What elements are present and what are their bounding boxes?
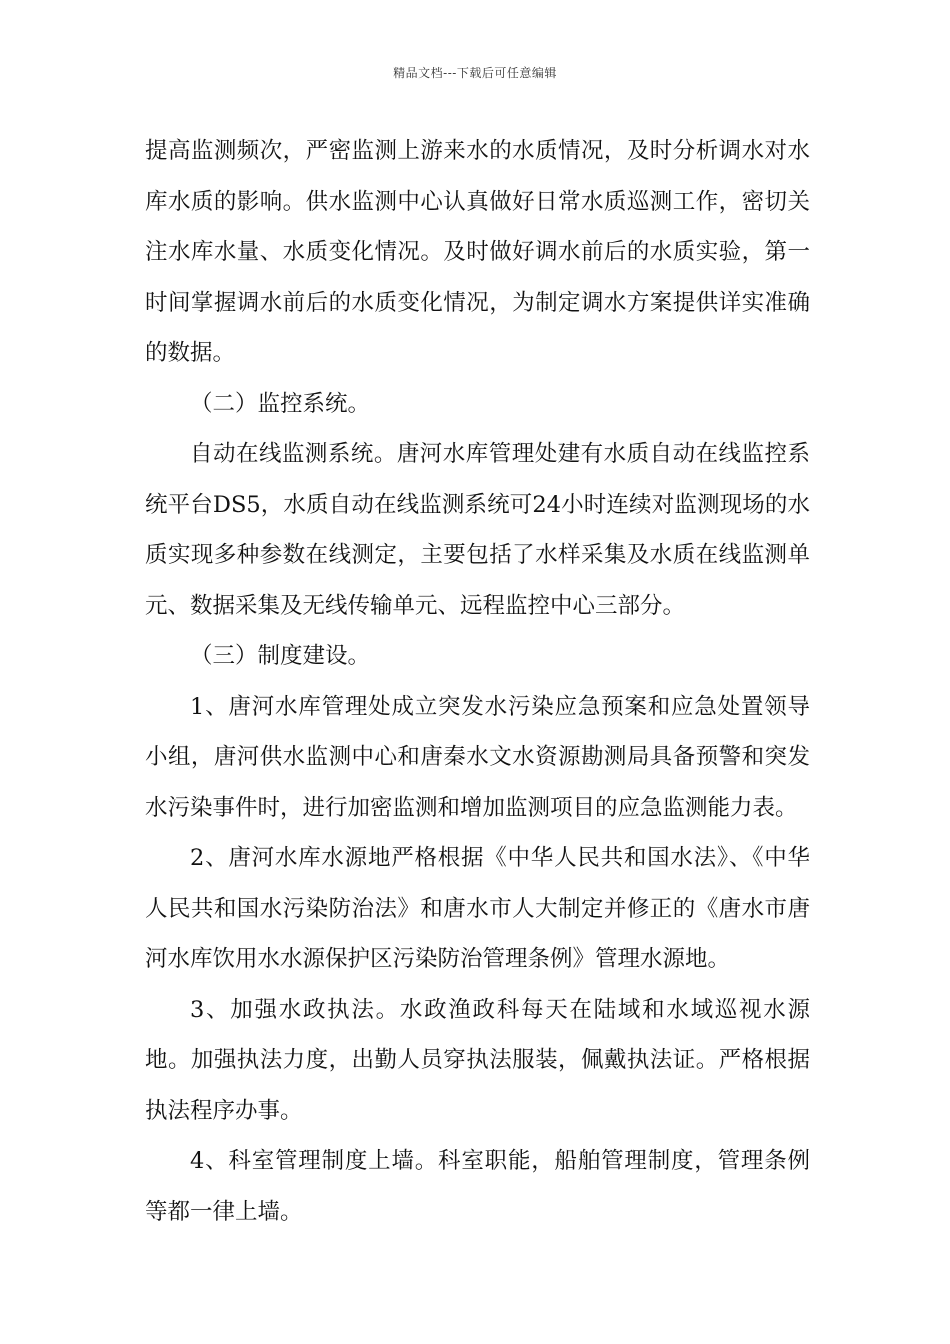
page-header: 精品文档---下载后可任意编辑 xyxy=(393,66,557,80)
document-body xyxy=(145,126,810,1237)
paragraph-item-2: 2、唐河水库水源地严格根据《中华人民共和国水法》、《中华人民共和国水污染防治法》和唐水市人大制定并修正的《唐水市唐河水库饮用水水源保护区污染防治管理条例》管理水源地。 xyxy=(145,845,810,972)
paragraph-item-3: 3、加强水政执法。水政渔政科每天在陆域和水域巡视水源地。加强执法力度，出勤人员穿执法服装，佩戴执法证。严格根据执法程序办事。 xyxy=(145,996,810,1124)
section-heading-monitoring-system: （二）监控系统。 xyxy=(190,390,371,417)
paragraph-water-monitoring-continued: 提高监测频次，严密监测上游来水的水质情况，及时分析调水对水库水质的影响。供水监测中心认真做好日常水质巡测工作，密切关注水库水量、水质变化情况。及时做好调水前后的水质实验，第一时间掌握调水前后的水质变化情况，为制定调水方案提供详实准确的数据。 xyxy=(145,138,810,366)
section-heading-system-building: （三）制度建设。 xyxy=(190,643,371,669)
paragraph-item-1: 1、唐河水库管理处成立突发水污染应急预案和应急处置领导小组，唐河供水监测中心和唐秦水文水资源勘测局具备预警和突发水污染事件时，进行加密监测和增加监测项目的应急监测能力表。 xyxy=(145,693,810,821)
paragraph-item-4: 4、科室管理制度上墙。科室职能，船舶管理制度，管理条例等都一律上墙。 xyxy=(145,1148,810,1225)
paragraph-online-monitoring: 自动在线监测系统。唐河水库管理处建有水质自动在线监控系统平台DS5，水质自动在线监测系统可24小时连续对监测现场的水质实现多种参数在线测定，主要包括了水样采集及水质在线监测单元、数据采集及无线传输单元、远程监控中心三部分。 xyxy=(145,441,810,619)
